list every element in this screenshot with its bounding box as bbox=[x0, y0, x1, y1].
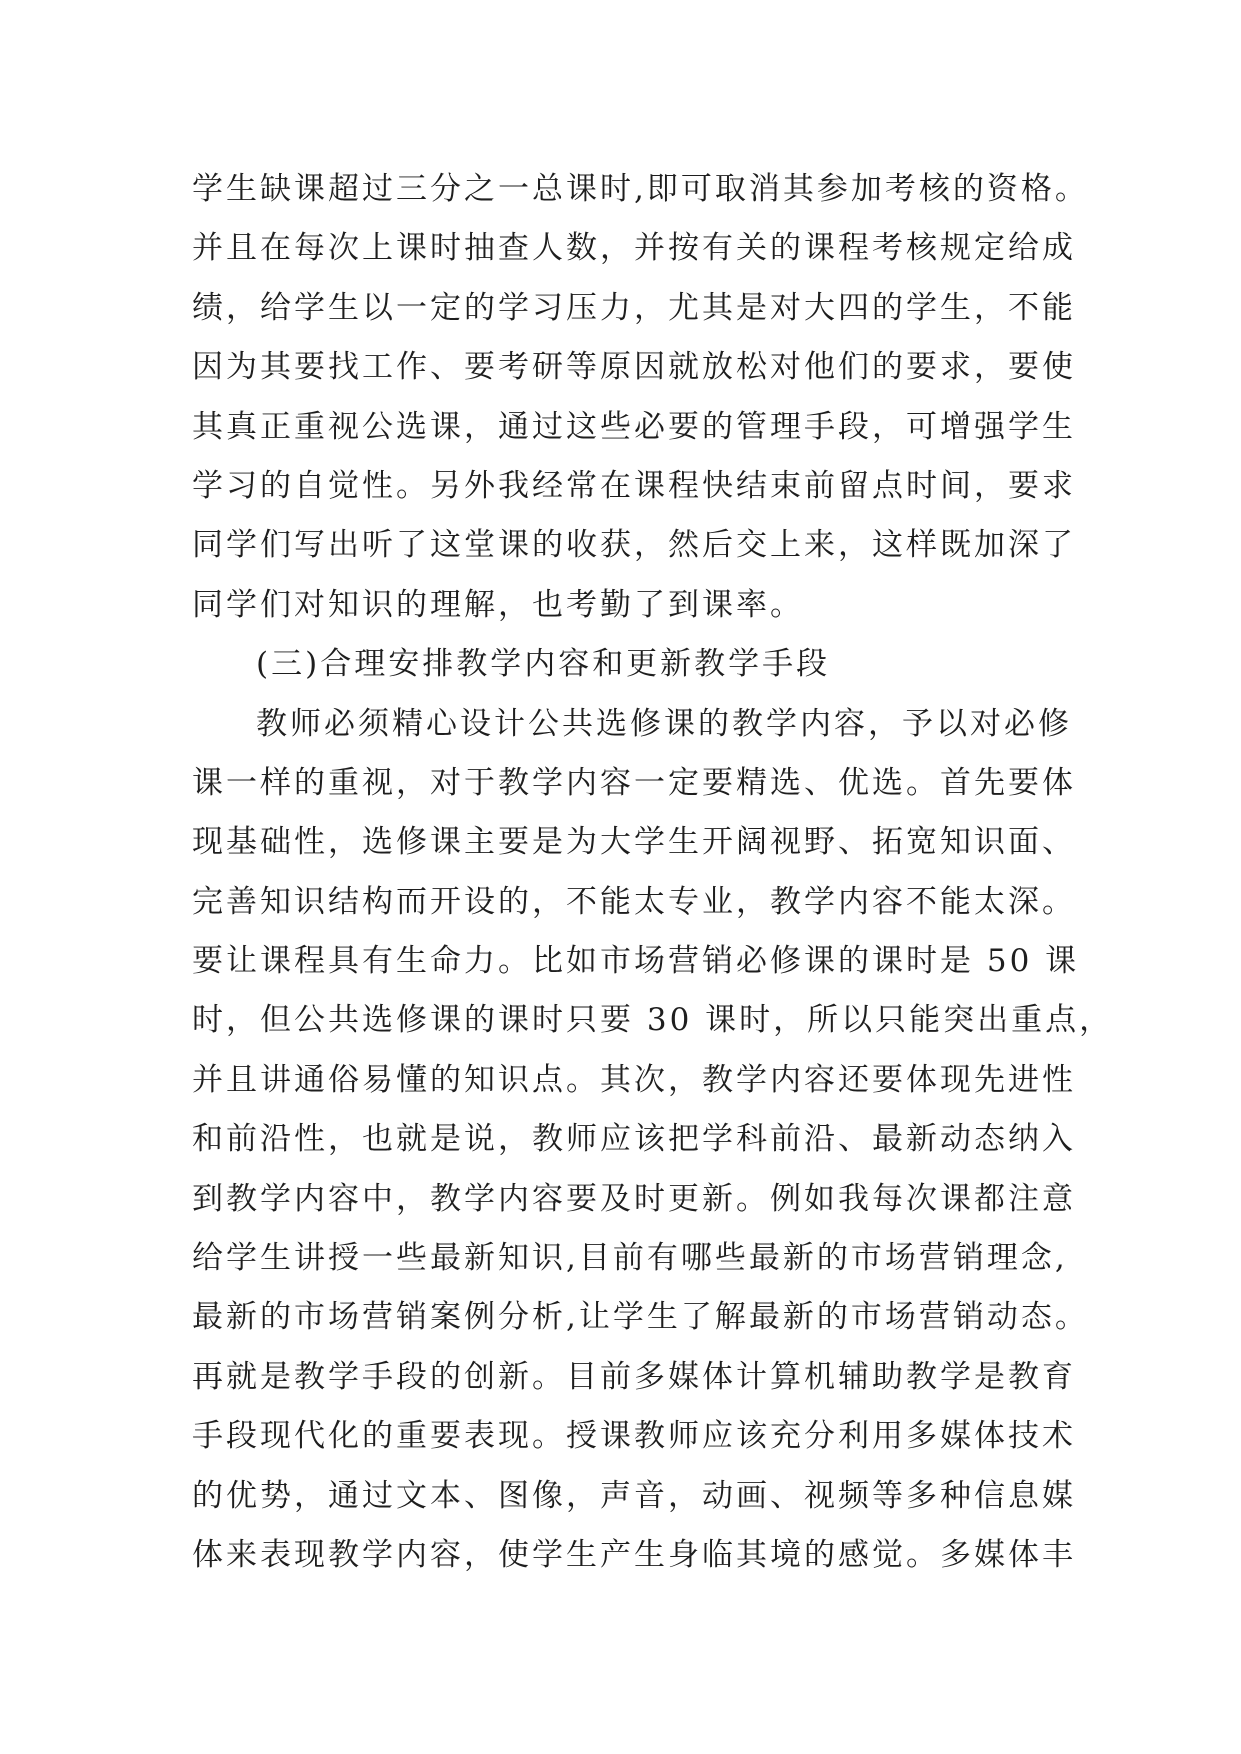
text-line: 学习的自觉性。另外我经常在课程快结束前留点时间，要求 bbox=[192, 467, 1076, 504]
text-line: 时，但公共选修课的课时只要 30 课时，所以只能突出重点， bbox=[192, 1002, 1114, 1039]
text-line: 再就是教学手段的创新。目前多媒体计算机辅助教学是教育 bbox=[192, 1358, 1076, 1395]
paragraph-first-line: 教师必须精心设计公共选修课的教学内容，予以对必修 bbox=[256, 705, 1072, 742]
text-line: 课一样的重视，对于教学内容一定要精选、优选。首先要体 bbox=[192, 764, 1076, 801]
text-line: 学生缺课超过三分之一总课时,即可取消其参加考核的资格。 bbox=[192, 171, 1089, 207]
text-line: 绩，给学生以一定的学习压力，尤其是对大四的学生，不能 bbox=[192, 289, 1076, 326]
text-line: 要让课程具有生命力。比如市场营销必修课的课时是 50 课 bbox=[192, 943, 1080, 980]
text-line: 其真正重视公选课，通过这些必要的管理手段，可增强学生 bbox=[192, 408, 1076, 445]
text-line: 手段现代化的重要表现。授课教师应该充分利用多媒体技术 bbox=[192, 1418, 1076, 1455]
text-line: 完善知识结构而开设的，不能太专业，教学内容不能太深。 bbox=[192, 883, 1076, 920]
text-line: 和前沿性，也就是说，教师应该把学科前沿、最新动态纳入 bbox=[192, 1121, 1076, 1158]
text-line: 同学们写出听了这堂课的收获，然后交上来，这样既加深了 bbox=[192, 527, 1076, 564]
text-line: 同学们对知识的理解，也考勤了到课率。 bbox=[192, 586, 804, 623]
text-line: 给学生讲授一些最新知识,目前有哪些最新的市场营销理念, bbox=[192, 1240, 1068, 1277]
text-line: 现基础性，选修课主要是为大学生开阔视野、拓宽知识面、 bbox=[192, 824, 1076, 861]
text-line: 的优势，通过文本、图像，声音，动画、视频等多种信息媒 bbox=[192, 1477, 1076, 1514]
text-line: 最新的市场营销案例分析,让学生了解最新的市场营销动态。 bbox=[192, 1299, 1089, 1336]
body-text bbox=[192, 160, 1114, 1585]
text-line: 并且在每次上课时抽查人数，并按有关的课程考核规定给成 bbox=[192, 230, 1076, 267]
text-line: 到教学内容中，教学内容要及时更新。例如我每次课都注意 bbox=[192, 1180, 1076, 1217]
text-line: 因为其要找工作、要考研等原因就放松对他们的要求，要使 bbox=[192, 349, 1076, 386]
text-line: 体来表现教学内容，使学生产生身临其境的感觉。多媒体丰 bbox=[192, 1536, 1076, 1573]
section-heading: (三)合理安排教学内容和更新教学手段 bbox=[256, 646, 831, 683]
text-line: 并且讲通俗易懂的知识点。其次，教学内容还要体现先进性 bbox=[192, 1061, 1076, 1098]
